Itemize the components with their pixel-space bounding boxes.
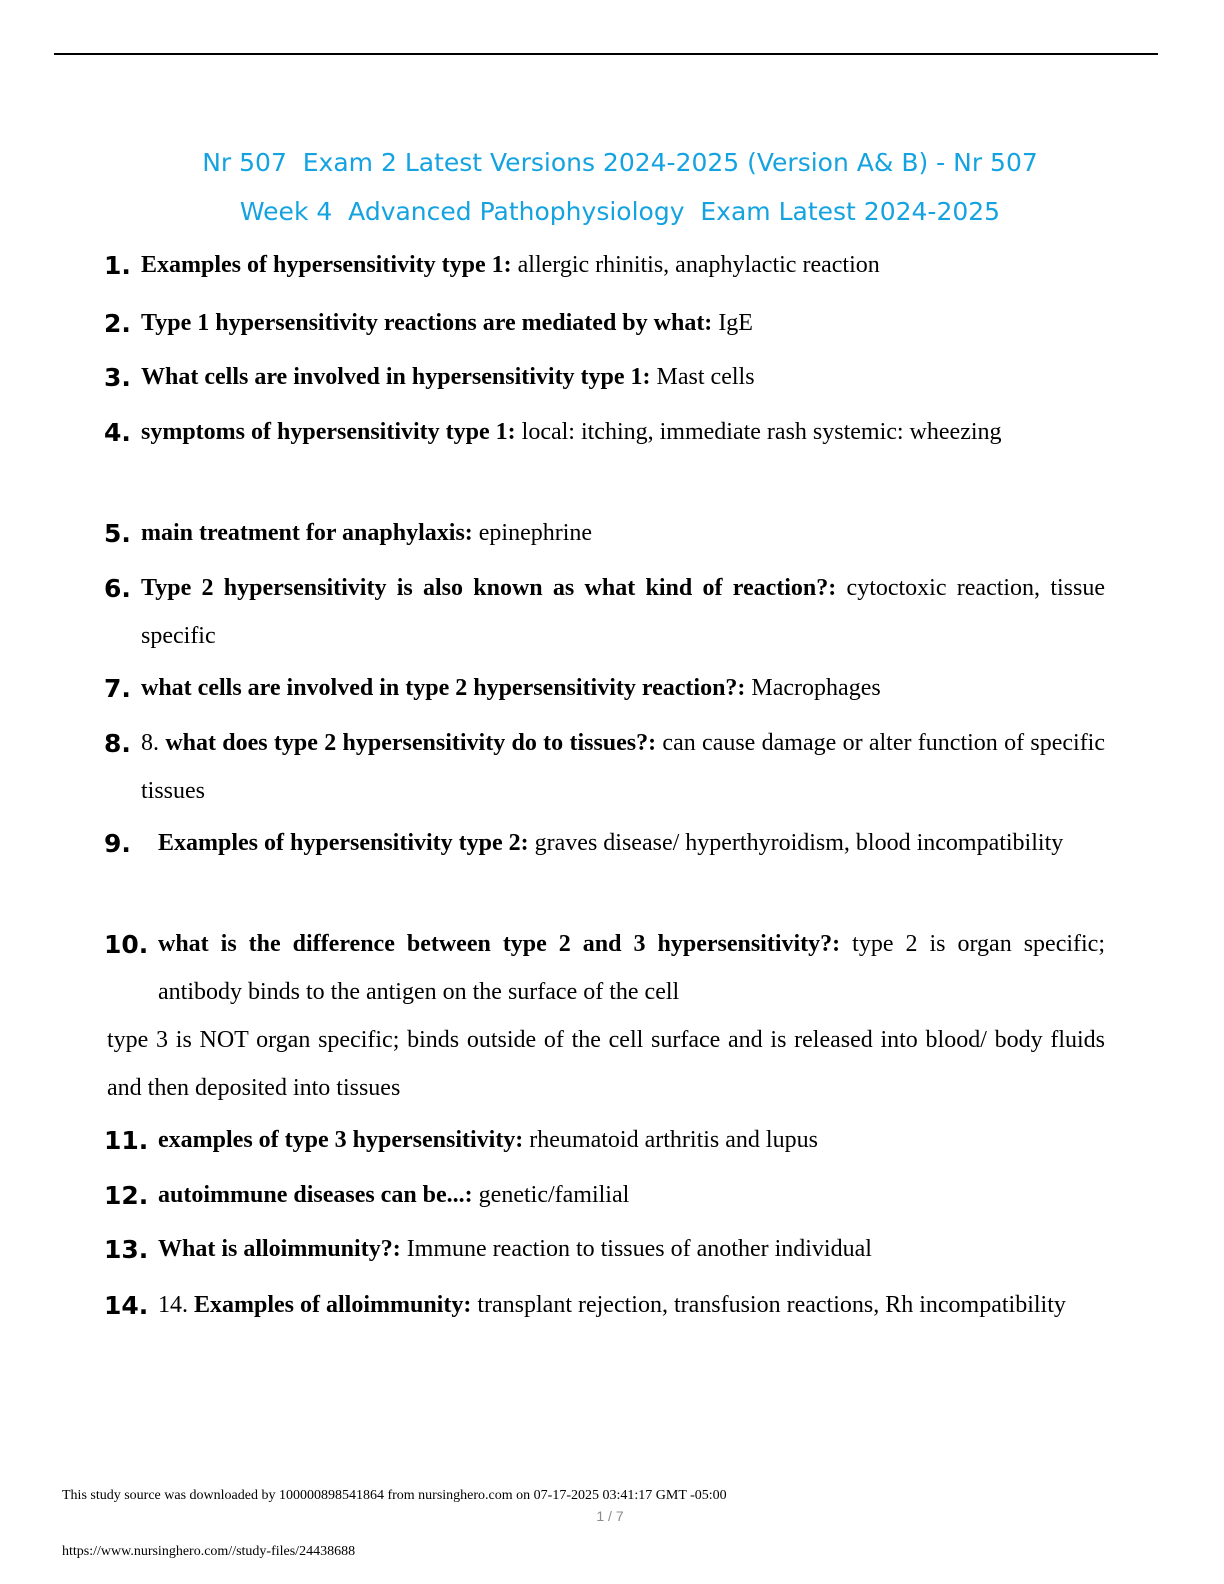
item-answer: allergic rhinitis, anaphylactic reaction xyxy=(511,252,880,278)
item-question: main treatment for anaphylaxis: xyxy=(141,520,473,546)
item-number: 1. xyxy=(104,251,131,280)
item-question: Type 2 hypersensitivity is also known as what kind of reaction?: xyxy=(141,575,837,601)
item-text xyxy=(141,299,1105,347)
title-line-2: Week 4 Advanced Pathophysiology Exam Latest 2024-2025 xyxy=(239,197,1001,226)
item-question: Type 1 hypersensitivity reactions are mediated by what: xyxy=(141,310,713,336)
item-number: 8. xyxy=(104,729,131,758)
item-prefix: 8. xyxy=(141,730,166,756)
item-number: 11. xyxy=(104,1126,149,1155)
item-text xyxy=(141,564,1105,660)
item-answer: can cause damage or alter function of specific tissues xyxy=(141,730,1106,804)
item-question: Examples of hypersensitivity type 2: xyxy=(158,830,529,856)
item-number: 4. xyxy=(104,418,131,447)
item-text xyxy=(141,241,1105,289)
item-question: What is alloimmunity?: xyxy=(158,1236,401,1262)
item-text xyxy=(141,664,1105,712)
item-number: 5. xyxy=(104,519,131,548)
item-answer: Macrophages xyxy=(745,675,881,701)
footer-source-notice: This study source was downloaded by 100000898541864 from nursinghero.com on 07-17-2025 03:41:17 GMT -05:00 xyxy=(62,1488,727,1503)
item-number: 3. xyxy=(104,363,131,392)
item-answer: transplant rejection, transfusion reactions, Rh incompatibility xyxy=(471,1292,1066,1318)
item-question: autoimmune diseases can be...: xyxy=(158,1182,473,1208)
item-question: Examples of alloimmunity: xyxy=(194,1292,472,1318)
item-prefix: 14. xyxy=(158,1292,194,1318)
item-text xyxy=(141,509,1105,557)
item-text xyxy=(158,1225,1105,1273)
item-text xyxy=(158,1116,1105,1164)
item-text xyxy=(141,353,1105,401)
item-number: 12. xyxy=(104,1181,149,1210)
item-answer: type 2 is organ specific; antibody binds to the antigen on the surface of the cell xyxy=(158,931,1105,1005)
page-indicator: 1 / 7 xyxy=(596,1508,624,1524)
item-number: 7. xyxy=(104,674,131,703)
item-text xyxy=(158,1171,1105,1219)
item-question: symptoms of hypersensitivity type 1: xyxy=(141,419,516,445)
item-question: examples of type 3 hypersensitivity: xyxy=(158,1127,524,1153)
item-text xyxy=(158,819,1105,867)
item-question: what cells are involved in type 2 hypersensitivity reaction?: xyxy=(141,675,746,701)
item-text xyxy=(141,719,1105,815)
footer-url: https://www.nursinghero.com//study-files/24438688 xyxy=(62,1544,356,1559)
item-number: 6. xyxy=(104,574,131,603)
item-question: what is the difference between type 2 and 3 hypersensitivity?: xyxy=(158,931,841,957)
item-answer: Mast cells xyxy=(650,364,755,390)
item-answer: IgE xyxy=(712,310,753,336)
item-answer: graves disease/ hyperthyroidism, blood incompatibility xyxy=(528,830,1064,856)
item-answer: epinephrine xyxy=(472,520,593,546)
item-text xyxy=(141,408,1105,456)
top-rule xyxy=(54,53,1158,55)
item-answer: rheumatoid arthritis and lupus xyxy=(523,1127,818,1153)
item-answer: genetic/familial xyxy=(472,1182,630,1208)
item-number: 9. xyxy=(104,829,131,858)
item-answer: cytoctoxic reaction, tissue specific xyxy=(141,575,1105,649)
item-text xyxy=(158,1281,1105,1329)
item-10-continuation: type 3 is NOT organ specific; binds outside of the cell surface and is released into blood/ body fluids and then deposited into tissues xyxy=(107,1027,1105,1101)
item-question: What cells are involved in hypersensitivity type 1: xyxy=(141,364,651,390)
item-answer: local: itching, immediate rash systemic: wheezing xyxy=(515,419,1002,445)
item-text xyxy=(158,920,1105,1016)
item-question: Examples of hypersensitivity type 1: xyxy=(141,252,512,278)
document-title xyxy=(100,138,1140,236)
title-line-1: Nr 507 Exam 2 Latest Versions 2024-2025 (Version A& B) - Nr 507 xyxy=(202,148,1038,177)
item-number: 13. xyxy=(104,1235,149,1264)
item-question: what does type 2 hypersensitivity do to tissues?: xyxy=(165,730,657,756)
item-answer: Immune reaction to tissues of another individual xyxy=(400,1236,872,1262)
item-number: 14. xyxy=(104,1291,149,1320)
item-number: 2. xyxy=(104,309,131,338)
item-number: 10. xyxy=(104,930,149,959)
